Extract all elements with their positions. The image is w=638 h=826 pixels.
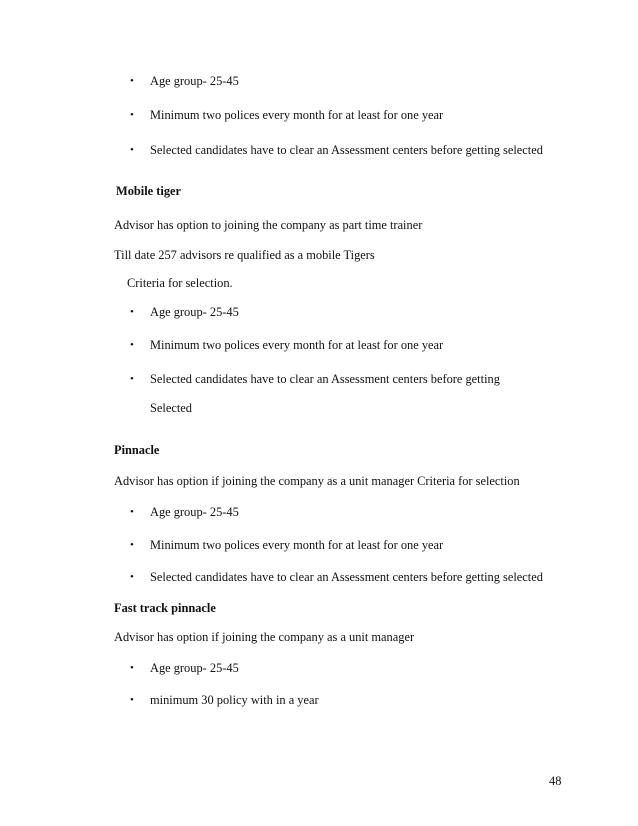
list-item: minimum 30 policy with in a year xyxy=(150,693,319,707)
paragraph-line: Advisor has option if joining the company as a unit manager xyxy=(114,630,415,644)
list-item: Age group- 25-45 xyxy=(150,305,239,319)
list-item: Age group- 25-45 xyxy=(150,505,239,519)
list-item: Minimum two polices every month for at least for one year xyxy=(150,108,444,122)
list-item-continuation: Selected xyxy=(150,401,192,415)
bullet-dot: • xyxy=(130,662,134,674)
page-number: 48 xyxy=(549,774,562,788)
section-heading-mobile-tiger: Mobile tiger xyxy=(116,184,182,198)
bullet-dot: • xyxy=(130,373,134,385)
list-item: Age group- 25-45 xyxy=(150,74,239,88)
criteria-label: Criteria for selection. xyxy=(127,276,233,290)
bullet-dot: • xyxy=(130,75,134,87)
paragraph-line: Advisor has option to joining the company as part time trainer xyxy=(114,218,423,232)
list-item: Minimum two polices every month for at least for one year xyxy=(150,538,444,552)
section-heading-fast-track: Fast track pinnacle xyxy=(114,601,216,615)
paragraph-line: Advisor has option if joining the company as a unit manager Criteria for selection xyxy=(114,474,520,488)
list-item: Selected candidates have to clear an Assessment centers before getting selected xyxy=(150,143,543,157)
bullet-dot: • xyxy=(130,694,134,706)
paragraph-line: Till date 257 advisors re qualified as a mobile Tigers xyxy=(114,248,375,262)
list-item: Minimum two polices every month for at least for one year xyxy=(150,338,444,352)
bullet-dot: • xyxy=(130,109,134,121)
bullet-dot: • xyxy=(130,306,134,318)
bullet-dot: • xyxy=(130,539,134,551)
list-item: Selected candidates have to clear an Assessment centers before getting selected xyxy=(150,570,543,584)
bullet-dot: • xyxy=(130,506,134,518)
bullet-dot: • xyxy=(130,339,134,351)
section-heading-pinnacle: Pinnacle xyxy=(114,443,160,457)
bullet-dot: • xyxy=(130,571,134,583)
bullet-dot: • xyxy=(130,144,134,156)
list-item: Selected candidates have to clear an Assessment centers before getting xyxy=(150,372,500,386)
list-item: Age group- 25-45 xyxy=(150,661,239,675)
